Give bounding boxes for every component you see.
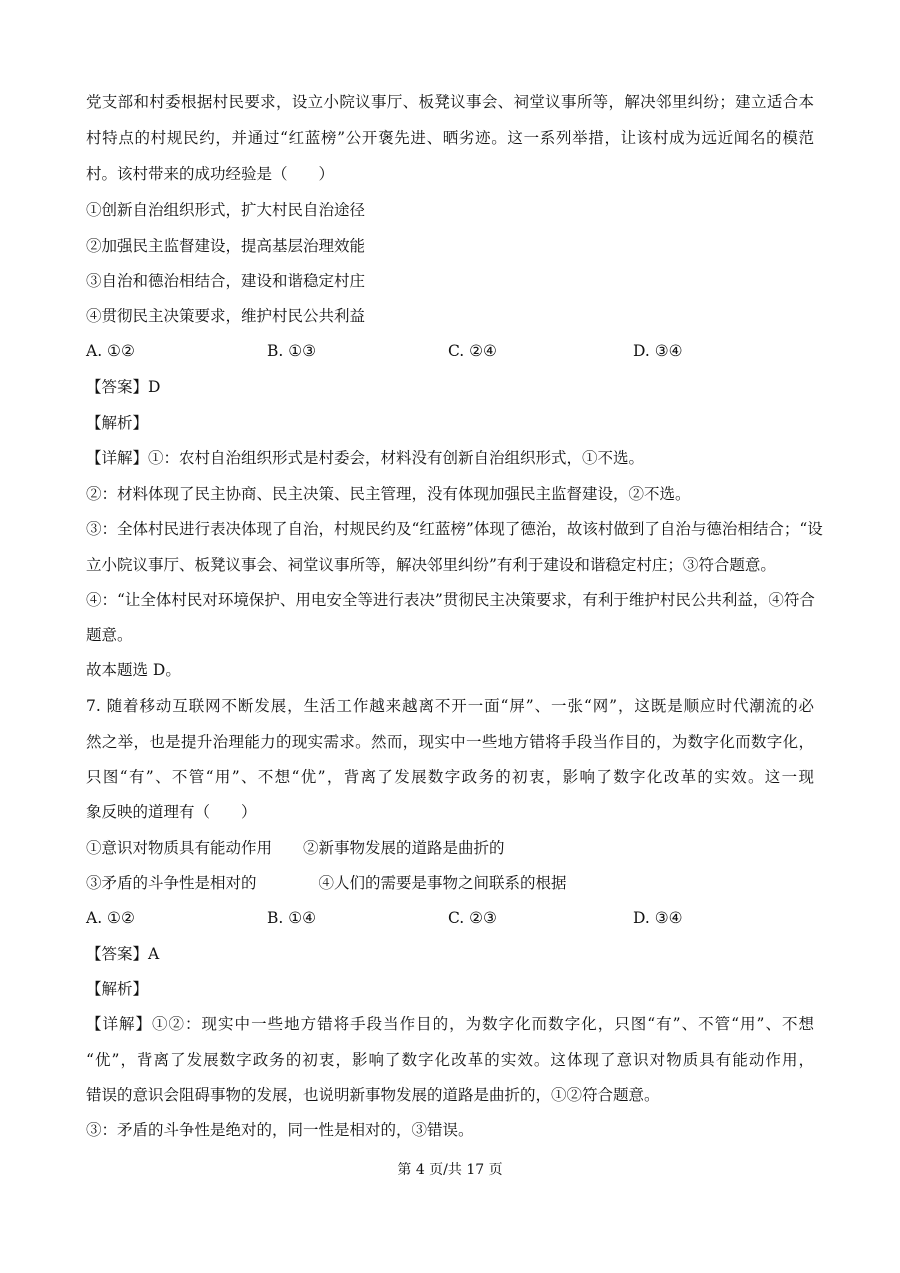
q7-explain-4: ③：矛盾的斗争性是绝对的，同一性是相对的，③错误。 bbox=[86, 1121, 474, 1139]
q6-choice-d: D. ③④ bbox=[633, 342, 683, 360]
q7-stem-line-2: 然之举，也是提升治理能力的现实需求。然而，现实中一些地方错将手段当作目的，为数字化而数字化， bbox=[86, 733, 814, 751]
q6-choice-a: A. ①② bbox=[86, 342, 135, 360]
q7-explain-2: “优”，背离了发展数字政务的初衷，影响了数字化改革的实效。这体现了意识对物质具有能动作用， bbox=[86, 1051, 814, 1069]
q6-explain-2: ②：材料体现了民主协商、民主决策、民主管理，没有体现加强民主监督建设，②不选。 bbox=[86, 485, 691, 503]
q6-explain-3: ③：全体村民进行表决体现了自治，村规民约及“红蓝榜”体现了德治，故该村做到了自治与德治相结合；“设 bbox=[86, 520, 823, 538]
q6-explain-6: 题意。 bbox=[86, 626, 133, 644]
q6-stem-line-1: 党支部和村委根据村民要求，设立小院议事厅、板凳议事会、祠堂议事所等，解决邻里纠纷；建立适合本 bbox=[86, 93, 814, 111]
q7-options-row-2: ③矛盾的斗争性是相对的 ④人们的需要是事物之间联系的根据 bbox=[86, 874, 567, 892]
q6-answer: 【答案】D bbox=[86, 378, 161, 396]
q7-choice-b: B. ①④ bbox=[267, 909, 317, 927]
q6-explain-4: 立小院议事厅、板凳议事会、祠堂议事所等，解决邻里纠纷”有利于建设和谐稳定村庄；③符合题意。 bbox=[86, 556, 776, 574]
q7-choice-a: A. ①② bbox=[86, 909, 135, 927]
q6-stem-line-3: 村。该村带来的成功经验是（ ） bbox=[86, 165, 335, 183]
q6-option-3: ③自治和德治相结合，建设和谐稳定村庄 bbox=[86, 272, 366, 290]
q7-analysis-label: 【解析】 bbox=[86, 980, 149, 998]
q6-explain-1: 【详解】①：农村自治组织形式是村委会，材料没有创新自治组织形式，①不选。 bbox=[86, 449, 645, 467]
q7-stem-line-4: 象反映的道理有（ ） bbox=[86, 803, 257, 821]
q7-stem-line-3: 只图“有”、不管“用”、不想“优”，背离了发展数字政务的初衷，影响了数字化改革的实效。这一现 bbox=[86, 768, 814, 786]
q6-conclusion: 故本题选 D。 bbox=[86, 661, 181, 679]
q6-option-1: ①创新自治组织形式，扩大村民自治途径 bbox=[86, 201, 366, 219]
q7-stem-line-1: 7. 随着移动互联网不断发展，生活工作越来越离不开一面“屏”、一张“网”，这既是顺应时代潮流的必 bbox=[86, 697, 814, 715]
page-footer: 第 4 页/共 17 页 bbox=[397, 1162, 503, 1178]
q6-choice-b: B. ①③ bbox=[267, 342, 317, 360]
q6-explain-5: ④：“让全体村民对环境保护、用电安全等进行表决”贯彻民主决策要求，有利于维护村民公共利益，④符合 bbox=[86, 591, 815, 609]
q7-explain-1: 【详解】①②：现实中一些地方错将手段当作目的，为数字化而数字化，只图“有”、不管“用”、不想 bbox=[86, 1015, 814, 1033]
q7-answer: 【答案】A bbox=[86, 945, 160, 963]
q7-choice-d: D. ③④ bbox=[633, 909, 683, 927]
q6-stem-line-2: 村特点的村规民约，并通过“红蓝榜”公开褒先进、晒劣迹。这一系列举措，让该村成为远近闻名的模范 bbox=[86, 129, 814, 147]
q7-options-row-1: ①意识对物质具有能动作用 ②新事物发展的道路是曲折的 bbox=[86, 839, 505, 857]
q6-option-2: ②加强民主监督建设，提高基层治理效能 bbox=[86, 237, 366, 255]
q6-option-4: ④贯彻民主决策要求，维护村民公共利益 bbox=[86, 307, 366, 325]
q7-choice-c: C. ②③ bbox=[448, 909, 497, 927]
q7-explain-3: 错误的意识会阻碍事物的发展，也说明新事物发展的道路是曲折的，①②符合题意。 bbox=[86, 1086, 660, 1104]
q6-analysis-label: 【解析】 bbox=[86, 414, 149, 432]
q6-choice-c: C. ②④ bbox=[448, 342, 497, 360]
